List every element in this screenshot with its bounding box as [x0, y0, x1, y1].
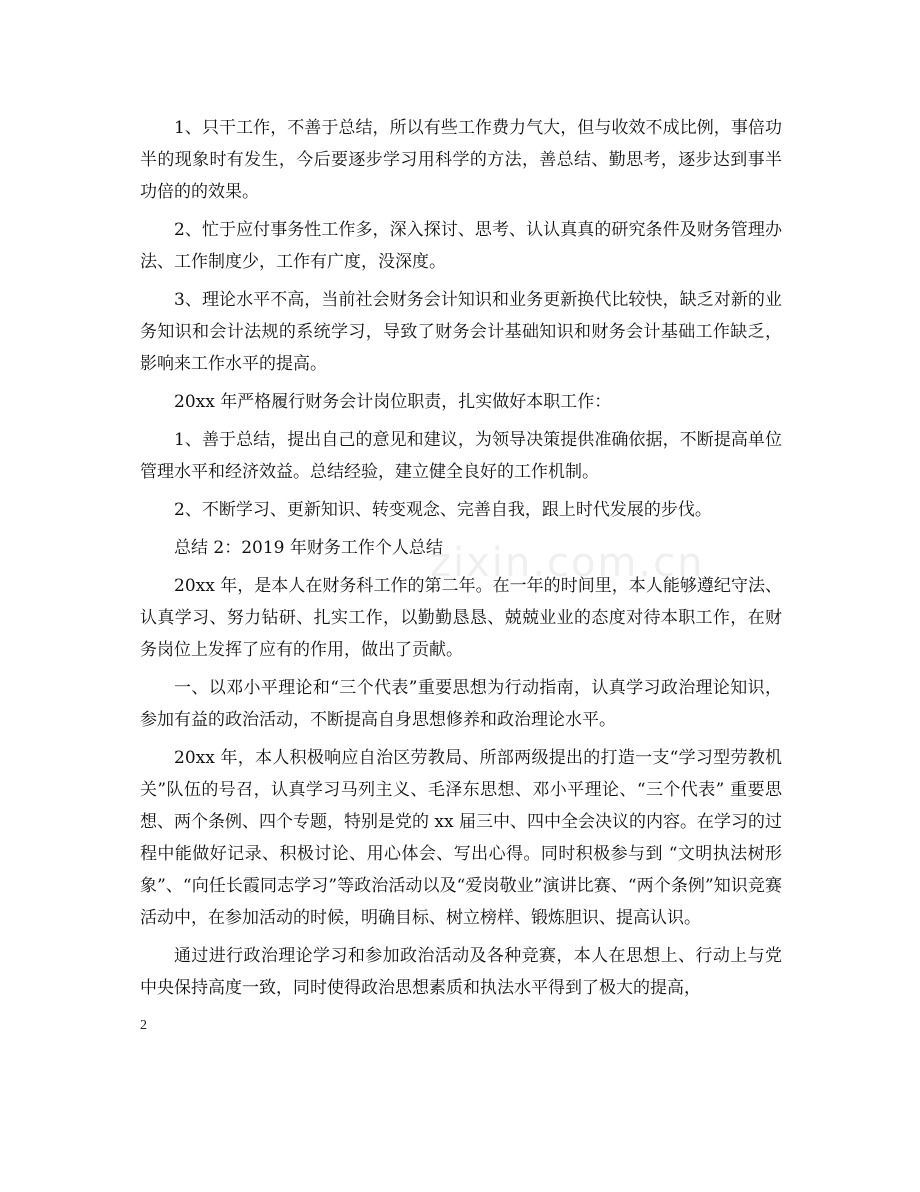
- section-heading: 总结 2：2019 年财务工作个人总结: [174, 538, 443, 558]
- paragraph: 2、忙于应付事务性工作多，深入探讨、思考、认认真真的研究条件及财务管理办法、工作制度少，工作有广度，没深度。: [140, 220, 782, 272]
- paragraph: 3、理论水平不高，当前社会财务会计知识和业务更新换代比较快，缺乏对新的业务知识和会计法规的系统学习，导致了财务会计基础知识和财务会计基础工作缺乏，影响来工作水平的提高。: [140, 290, 782, 374]
- paragraph: 20xx 年，是本人在财务科工作的第二年。在一年的时间里，本人能够遵纪守法、认真学习、努力钻研、扎实工作，以勤勤恳恳、兢兢业业的态度对待本职工作，在财务岗位上发挥了应有的作用，做出了贡献。: [140, 576, 782, 660]
- paragraph: 1、善于总结，提出自己的意见和建议，为领导决策提供准确依据，不断提高单位管理水平和经济效益。总结经验，建立健全良好的工作机制。: [140, 430, 782, 482]
- paragraph: 20xx 年严格履行财务会计岗位职责，扎实做好本职工作：: [174, 392, 612, 412]
- watermark: zixin.com.cn: [430, 540, 705, 586]
- paragraph: 20xx 年，本人积极响应自治区劳教局、所部两级提出的打造一支“学习型劳教机关”队伍的号召，认真学习马列主义、毛泽东思想、邓小平理论、“三个代表” 重要思想、两个条例、四个专题，特别是党的 xx 届三中、四中全会决议的内容。在学习的过程中能做好记录、积极讨论、用心体会、写出心得。同时积极参与到 “文明执法树形象”、“向任长霞同志学习”等政治活动以及“爱岗敬业”演讲比赛、“两个条例”知识竞赛活动中，在参加活动的时候，明确目标、树立榜样、锻炼胆识、提高认识。: [140, 748, 782, 928]
- paragraph: 2、不断学习、更新知识、转变观念、完善自我，跟上时代发展的步伐。: [174, 500, 712, 520]
- paragraph: 通过进行政治理论学习和参加政治活动及各种竞赛，本人在思想上、行动上与党中央保持高度一致，同时使得政治思想素质和执法水平得到了极大的提高，: [140, 946, 782, 998]
- paragraph: 一、以邓小平理论和“三个代表”重要思想为行动指南，认真学习政治理论知识，参加有益的政治活动，不断提高自身思想修养和政治理论水平。: [140, 678, 782, 730]
- page-number: 2: [140, 1018, 147, 1033]
- body-text: [140, 112, 782, 1010]
- paragraph: 1、只干工作，不善于总结，所以有些工作费力气大，但与收效不成比例，事倍功半的现象时有发生，今后要逐步学习用科学的方法，善总结、勤思考，逐步达到事半功倍的的效果。: [140, 118, 782, 202]
